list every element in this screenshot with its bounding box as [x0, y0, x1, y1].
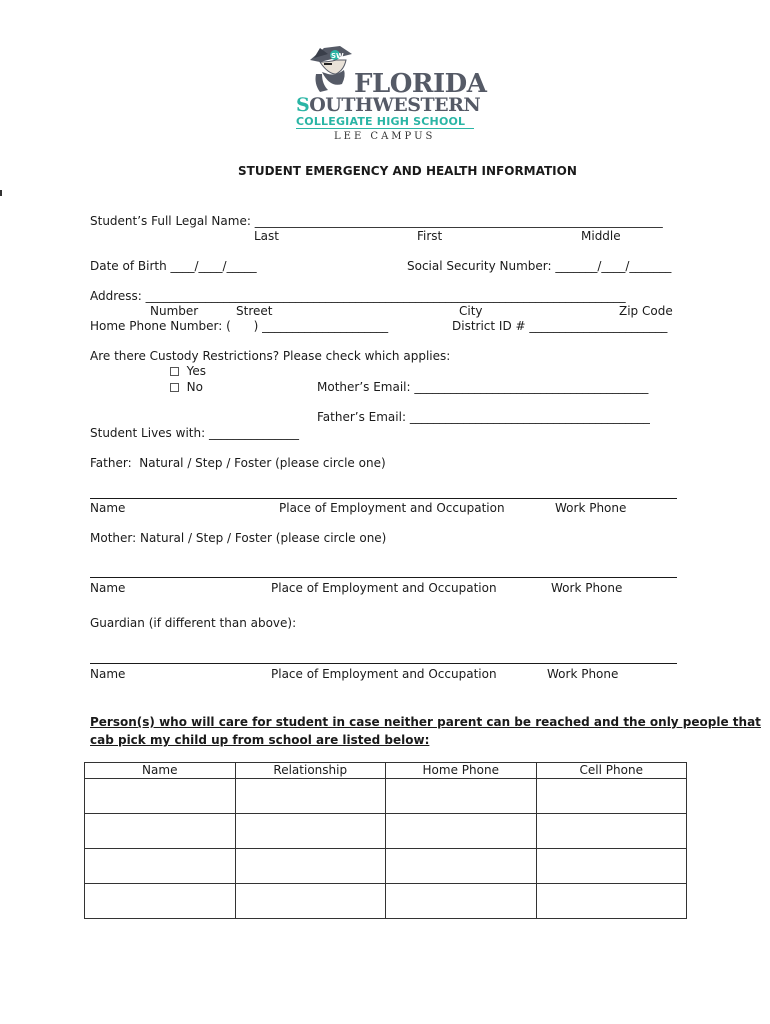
- father-name-label: Name: [90, 501, 126, 515]
- logo-campus: LEE CAMPUS: [334, 131, 436, 142]
- table-cell[interactable]: [536, 779, 687, 814]
- mother-phone-label: Work Phone: [551, 581, 623, 595]
- dob-field[interactable]: Date of Birth ____/____/_____: [90, 259, 257, 273]
- custody-no-label: No: [186, 380, 203, 394]
- mother-type-label: Mother: Natural / Step / Foster (please circle one): [90, 531, 387, 545]
- father-employment-label: Place of Employment and Occupation: [279, 501, 505, 515]
- caregivers-heading-line2: cab pick my child up from school are listed below:: [90, 733, 430, 747]
- logo-florida: FLORIDA: [354, 69, 487, 99]
- mother-name-label: Name: [90, 581, 126, 595]
- custody-no-option[interactable]: [170, 380, 203, 395]
- table-cell[interactable]: [386, 779, 537, 814]
- table-cell[interactable]: [235, 779, 386, 814]
- table-header-row: [85, 763, 687, 779]
- table-cell[interactable]: [85, 814, 236, 849]
- guardian-line[interactable]: [90, 663, 677, 664]
- table-cell[interactable]: [235, 849, 386, 884]
- lives-with-field[interactable]: Student Lives with: _______________: [90, 426, 299, 440]
- middle-label: Middle: [581, 229, 621, 243]
- col-cell-phone: Cell Phone: [536, 763, 687, 779]
- address-field[interactable]: Address: ________________________________________________________________________________: [90, 289, 626, 303]
- table-cell[interactable]: [85, 779, 236, 814]
- father-email-field[interactable]: Father’s Email: ________________________________________: [317, 410, 650, 424]
- table-cell[interactable]: [235, 814, 386, 849]
- table-cell[interactable]: [386, 849, 537, 884]
- table-cell[interactable]: [536, 849, 687, 884]
- guardian-name-label: Name: [90, 667, 126, 681]
- logo-southwestern-initial: S: [296, 94, 310, 116]
- mother-line[interactable]: [90, 577, 677, 578]
- zip-label: Zip Code: [619, 304, 673, 318]
- logo-badge: SW: [331, 52, 344, 60]
- table-row: [85, 779, 687, 814]
- number-label: Number: [150, 304, 199, 318]
- logo-southwestern: [296, 94, 480, 116]
- caregivers-table: [84, 762, 687, 919]
- table-cell[interactable]: [386, 884, 537, 919]
- guardian-label: Guardian (if different than above):: [90, 616, 297, 630]
- school-logo: [296, 44, 487, 148]
- last-label: Last: [254, 229, 279, 243]
- father-line[interactable]: [90, 498, 677, 499]
- logo-southwestern-rest: OUTHWESTERN: [309, 94, 481, 116]
- table-cell[interactable]: [85, 849, 236, 884]
- father-type-label: Father: Natural / Step / Foster (please circle one): [90, 456, 386, 470]
- form-title: STUDENT EMERGENCY AND HEALTH INFORMATION: [238, 164, 577, 178]
- table-cell[interactable]: [386, 814, 537, 849]
- col-name: Name: [85, 763, 236, 779]
- mother-email-field[interactable]: Mother’s Email: _______________________________________: [317, 380, 649, 394]
- table-row: [85, 814, 687, 849]
- guardian-phone-label: Work Phone: [547, 667, 619, 681]
- col-home-phone: Home Phone: [386, 763, 537, 779]
- guardian-employment-label: Place of Employment and Occupation: [271, 667, 497, 681]
- mother-employment-label: Place of Employment and Occupation: [271, 581, 497, 595]
- home-phone-field[interactable]: Home Phone Number: ( ) _____________________: [90, 319, 389, 333]
- district-id-field[interactable]: District ID # _______________________: [452, 319, 668, 333]
- ssn-field[interactable]: Social Security Number: _______/____/_______: [407, 259, 672, 273]
- table-cell[interactable]: [536, 884, 687, 919]
- table-cell[interactable]: [536, 814, 687, 849]
- table-row: [85, 884, 687, 919]
- table-cell[interactable]: [85, 884, 236, 919]
- city-label: City: [459, 304, 483, 318]
- father-phone-label: Work Phone: [555, 501, 627, 515]
- logo-collegiate: COLLEGIATE HIGH SCHOOL: [296, 115, 466, 128]
- first-label: First: [417, 229, 443, 243]
- custody-yes-label: Yes: [186, 364, 207, 378]
- custody-question: Are there Custody Restrictions? Please check which applies:: [90, 349, 451, 363]
- table-row: [85, 849, 687, 884]
- custody-yes-option[interactable]: [170, 364, 206, 379]
- col-relationship: Relationship: [235, 763, 386, 779]
- pirate-mascot-icon: [306, 44, 358, 94]
- checkbox-yes[interactable]: [170, 367, 179, 376]
- caregivers-heading-line1: Person(s) who will care for student in case neither parent can be reached and the only people that: [90, 715, 761, 729]
- logo-rule: [296, 128, 474, 129]
- checkbox-no[interactable]: [170, 383, 179, 392]
- table-cell[interactable]: [235, 884, 386, 919]
- page-edge-mark: [0, 190, 2, 196]
- student-name-field[interactable]: Student’s Full Legal Name: ____________________________________________________________________: [90, 214, 663, 228]
- street-label: Street: [236, 304, 273, 318]
